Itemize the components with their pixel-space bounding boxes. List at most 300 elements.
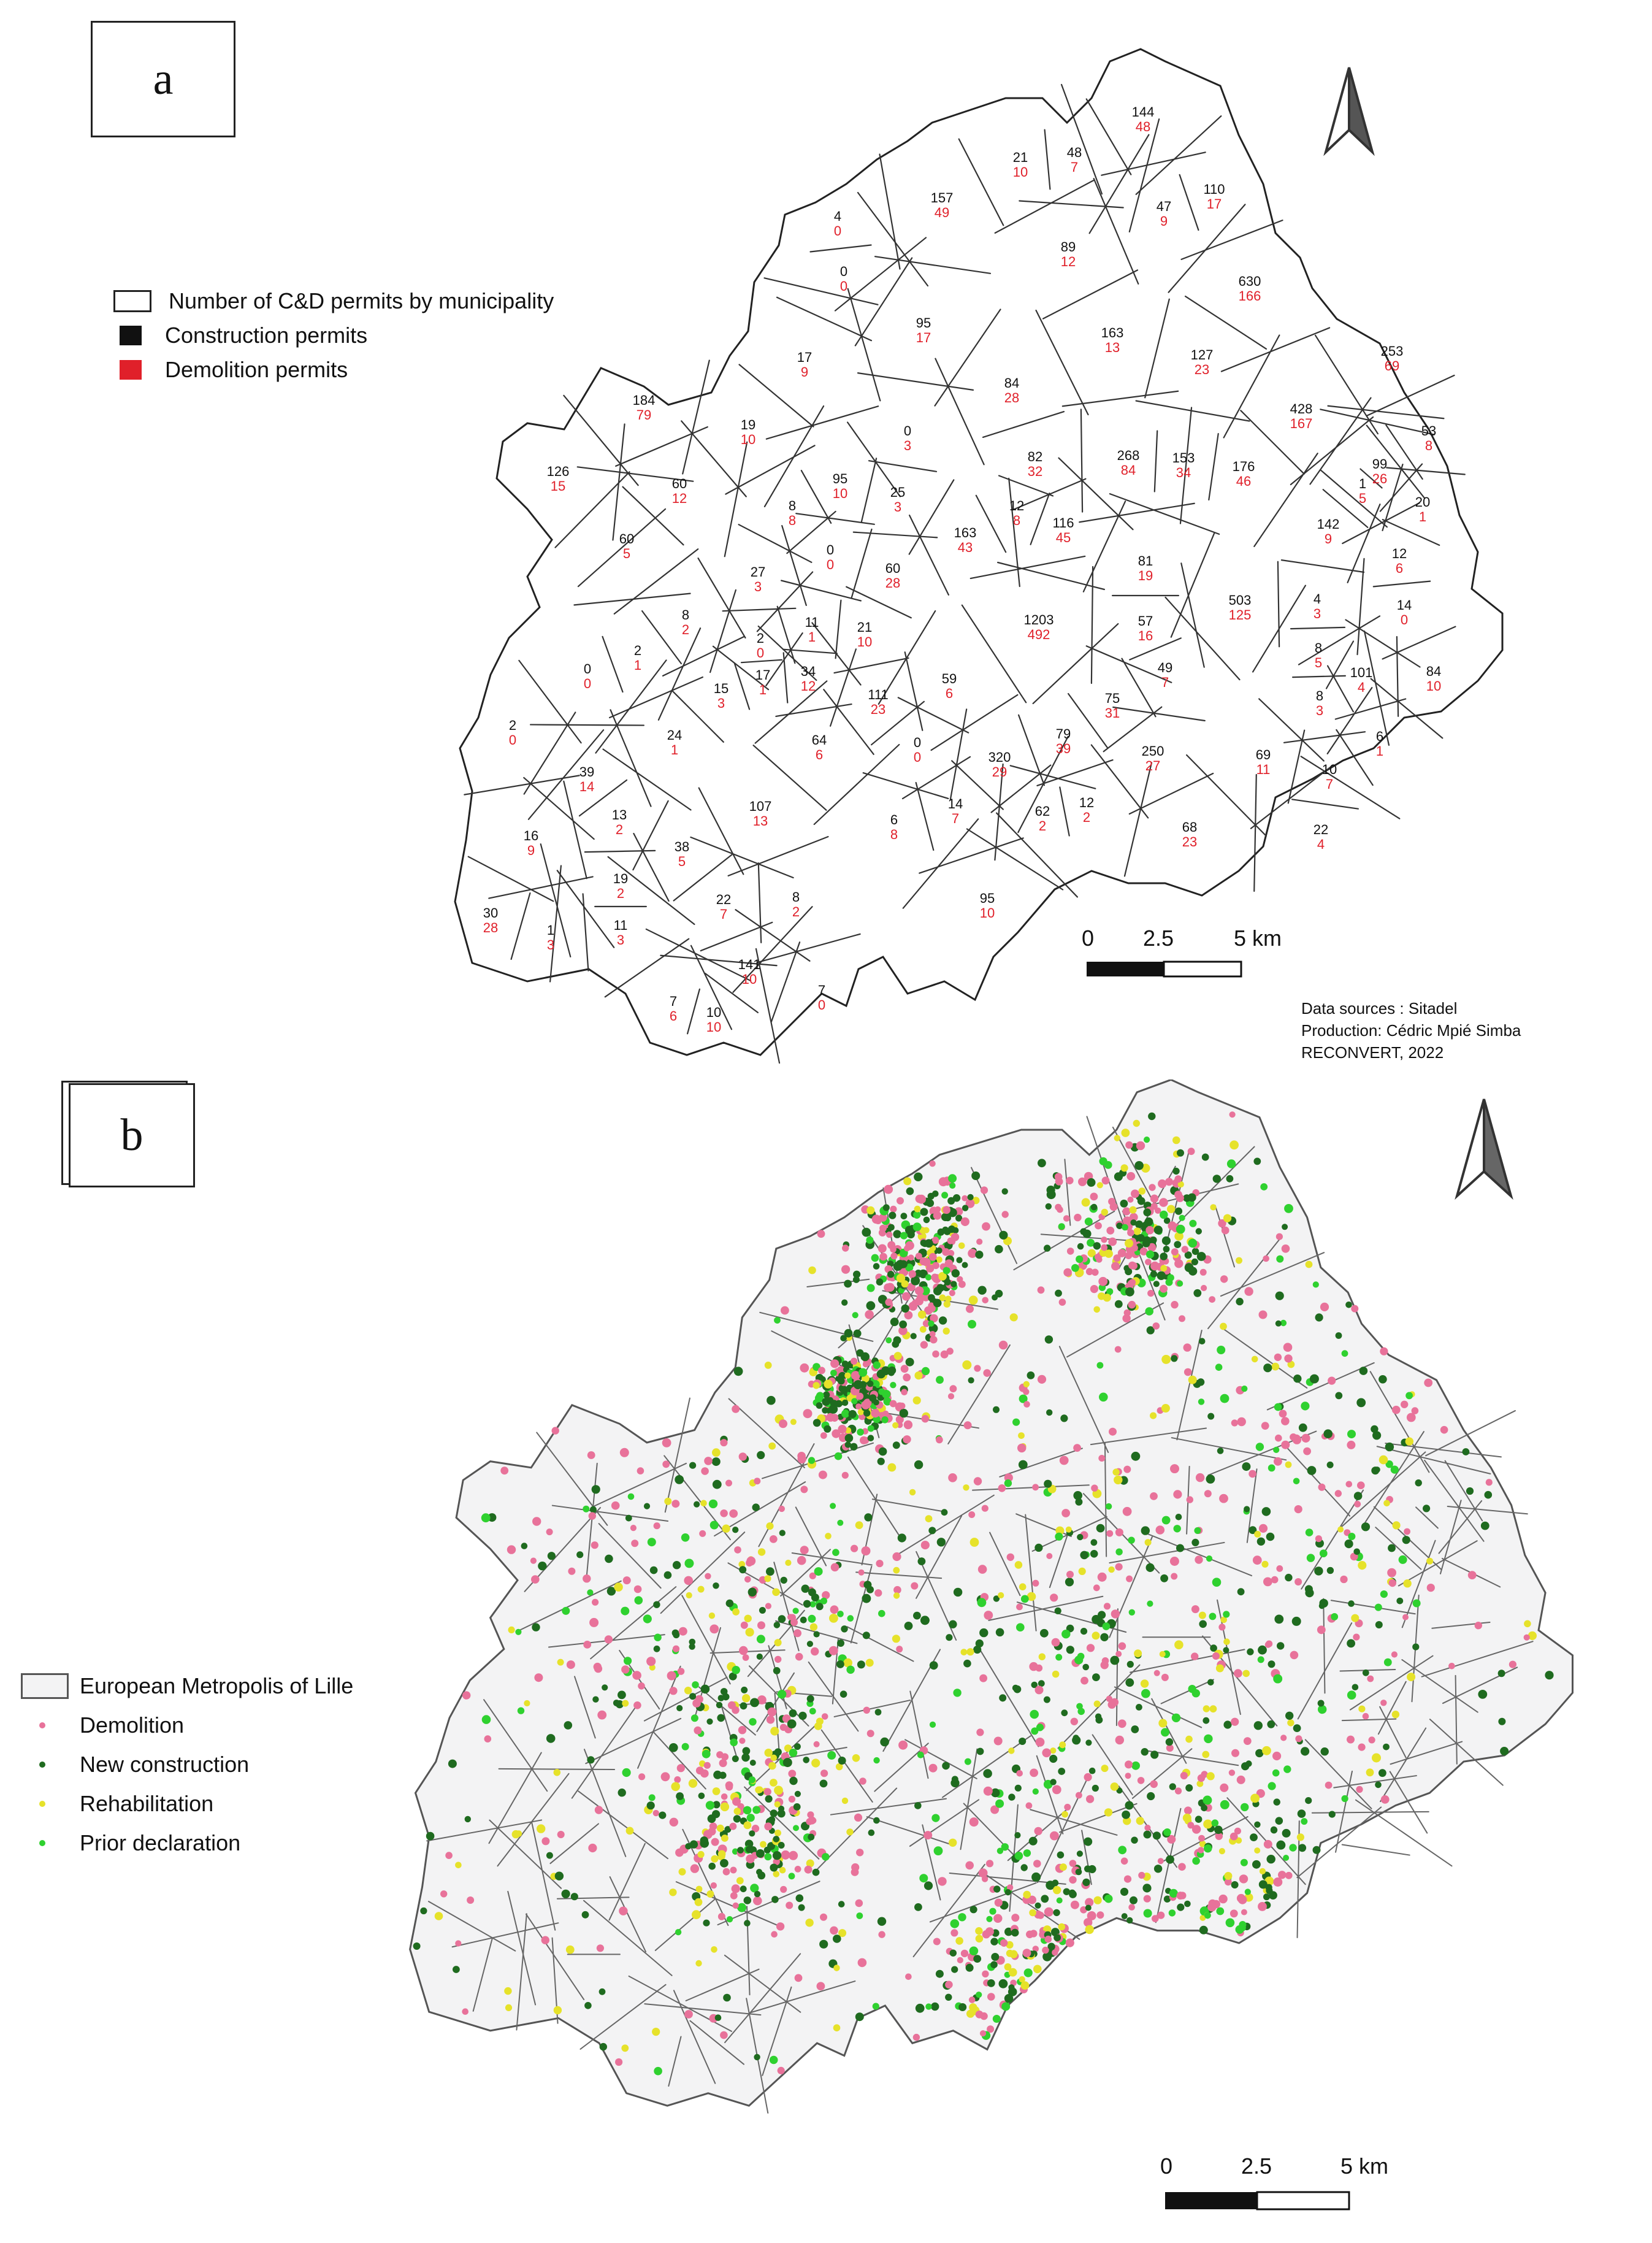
permit-point-prior_declaration (1413, 1600, 1421, 1608)
permit-point-prior_declaration (1061, 1630, 1070, 1638)
permit-point-demolition (774, 1656, 781, 1663)
permit-point-new_construction (899, 1321, 907, 1329)
permit-point-rehabilitation (1009, 1968, 1017, 1977)
permit-point-prior_declaration (808, 1457, 815, 1463)
permit-point-demolition (718, 1913, 725, 1920)
permit-point-prior_declaration (922, 1367, 930, 1375)
permit-point-demolition (982, 1930, 990, 1938)
permit-point-new_construction (1073, 1735, 1079, 1741)
permit-point-rehabilitation (969, 1295, 978, 1305)
permit-point-new_construction (1055, 1608, 1061, 1614)
north-arrow-icon (1326, 67, 1372, 152)
permit-point-prior_declaration (1174, 1525, 1181, 1532)
permit-point-demolition (1086, 1795, 1094, 1803)
permit-point-demolition (912, 1300, 919, 1306)
permit-point-demolition (1087, 1644, 1095, 1652)
permit-point-demolition (781, 1306, 789, 1315)
permit-point-demolition (720, 2031, 728, 2039)
permit-point-demolition (1230, 1833, 1238, 1841)
permit-point-prior_declaration (1128, 1537, 1134, 1544)
permit-point-new_construction (1481, 1522, 1489, 1530)
permit-point-demolition (1230, 1909, 1238, 1917)
permit-point-demolition (1279, 1410, 1287, 1418)
permit-point-prior_declaration (1217, 1346, 1225, 1354)
permit-point-new_construction (822, 1407, 828, 1413)
permit-point-prior_declaration (1021, 1595, 1029, 1603)
permit-point-demolition (1059, 1298, 1066, 1306)
permit-point-new_construction (1050, 1779, 1056, 1785)
permit-point-new_construction (426, 1832, 435, 1841)
permit-point-rehabilitation (512, 1830, 520, 1838)
construction-count: 57 (1138, 613, 1153, 629)
permit-point-demolition (1123, 1207, 1131, 1215)
permit-point-prior_declaration (859, 1368, 867, 1377)
permit-point-demolition (630, 1525, 637, 1531)
permit-point-new_construction (1021, 1864, 1028, 1871)
permit-point-demolition (1101, 1237, 1107, 1243)
permit-point-new_construction (1385, 1443, 1394, 1451)
permit-point-prior_declaration (1194, 1527, 1201, 1534)
permit-point-new_construction (987, 1979, 995, 1987)
permit-point-new_construction (1092, 1673, 1100, 1681)
municipality-label (547, 922, 554, 953)
permit-point-new_construction (1250, 1833, 1258, 1841)
permit-point-demolition (1178, 1863, 1186, 1871)
permit-point-new_construction (1014, 1832, 1020, 1838)
permit-point-demolition (1363, 1713, 1369, 1720)
construction-count: 184 (632, 393, 656, 408)
permit-point-new_construction (1052, 1880, 1058, 1887)
permit-point-rehabilitation (1392, 1711, 1399, 1718)
permit-point-demolition (859, 1570, 865, 1576)
permit-point-new_construction (1175, 1208, 1182, 1215)
permit-point-demolition (902, 1292, 911, 1301)
permit-point-prior_declaration (622, 1768, 631, 1777)
permit-point-new_construction (820, 1780, 828, 1788)
permit-point-new_construction (1131, 1725, 1139, 1733)
permit-point-rehabilitation (711, 1855, 718, 1863)
permit-point-demolition (1168, 1221, 1177, 1230)
permit-point-demolition (1220, 1784, 1228, 1792)
permit-point-prior_declaration (1226, 1919, 1235, 1928)
permit-point-demolition (589, 1618, 598, 1627)
permit-point-new_construction (1044, 1697, 1050, 1703)
municipality-label (706, 1005, 721, 1035)
permit-point-demolition (671, 1500, 679, 1508)
permit-point-demolition (820, 1914, 827, 1921)
scale-b-tick-2: 5 km (1340, 2153, 1389, 2179)
permit-point-rehabilitation (1082, 1198, 1090, 1206)
permit-point-new_construction (1131, 1452, 1141, 1461)
permit-point-demolition (1071, 1901, 1079, 1909)
permit-point-demolition (1320, 1303, 1329, 1311)
permit-point-new_construction (1045, 1335, 1053, 1343)
permit-point-demolition (1011, 1914, 1019, 1922)
permit-point-demolition (1125, 1141, 1133, 1149)
permit-point-new_construction (1347, 1639, 1355, 1648)
permit-point-new_construction (990, 1938, 998, 1945)
construction-count: 163 (1101, 325, 1124, 340)
permit-point-demolition (1357, 1481, 1365, 1489)
construction-count: 13 (611, 807, 627, 822)
permit-point-demolition (876, 1560, 884, 1567)
permit-point-prior_declaration (515, 1629, 521, 1635)
demolition-count: 8 (1424, 438, 1433, 453)
permit-point-rehabilitation (1114, 1135, 1120, 1141)
permit-point-demolition (961, 1950, 968, 1957)
demolition-count: 10 (741, 972, 757, 987)
permit-point-demolition (632, 1671, 641, 1680)
permit-point-demolition (1119, 1643, 1126, 1651)
permit-point-demolition (948, 1393, 954, 1399)
permit-point-demolition (1424, 1379, 1432, 1387)
permit-point-demolition (855, 1403, 862, 1409)
permit-point-new_construction (1169, 1783, 1176, 1790)
permit-point-demolition (1050, 1593, 1058, 1601)
permit-point-prior_declaration (1209, 1613, 1217, 1620)
municipality-label (827, 542, 834, 572)
demolition-count: 27 (1145, 758, 1161, 773)
permit-point-rehabilitation (1297, 1833, 1304, 1841)
permit-point-prior_declaration (730, 1739, 738, 1747)
permit-point-new_construction (1379, 1375, 1387, 1384)
permit-point-demolition (694, 1727, 702, 1735)
permit-point-demolition (730, 1823, 737, 1830)
permit-point-demolition (1046, 1553, 1052, 1559)
permit-point-demolition (1098, 1573, 1107, 1582)
permit-point-demolition (611, 1501, 620, 1510)
permit-point-new_construction (773, 1667, 781, 1674)
permit-point-new_construction (749, 1830, 755, 1836)
permit-point-new_construction (1154, 1865, 1162, 1873)
permit-point-demolition (546, 1528, 553, 1535)
permit-point-prior_declaration (709, 1500, 717, 1508)
panel-a (0, 0, 1652, 1079)
permit-point-rehabilitation (1134, 1227, 1141, 1235)
permit-point-rehabilitation (689, 1779, 697, 1788)
permit-point-new_construction (1177, 1149, 1184, 1157)
permit-point-rehabilitation (713, 1787, 721, 1795)
permit-point-prior_declaration (1203, 1796, 1212, 1805)
permit-point-demolition (1237, 1894, 1245, 1903)
permit-point-prior_declaration (1268, 1782, 1276, 1790)
permit-point-new_construction (1091, 1204, 1098, 1211)
permit-point-new_construction (939, 1316, 947, 1324)
permit-point-demolition (1161, 1674, 1169, 1681)
permit-point-new_construction (1412, 1644, 1419, 1651)
permit-point-demolition (592, 1599, 598, 1606)
permit-point-demolition (1052, 1949, 1058, 1955)
permit-point-rehabilitation (765, 1749, 773, 1757)
permit-point-demolition (594, 1665, 602, 1673)
construction-count: 630 (1238, 274, 1261, 289)
permit-point-rehabilitation (1079, 1568, 1086, 1575)
permit-point-prior_declaration (1293, 1478, 1300, 1485)
permit-point-rehabilitation (1111, 1782, 1119, 1791)
construction-count: 15 (713, 681, 729, 696)
permit-point-demolition (1138, 1777, 1145, 1784)
permit-point-new_construction (1012, 1685, 1019, 1692)
permit-point-demolition (897, 1197, 904, 1205)
permit-point-rehabilitation (1136, 1817, 1144, 1825)
permit-point-rehabilitation (626, 1827, 634, 1835)
permit-point-demolition (1380, 1700, 1386, 1706)
permit-point-prior_declaration (692, 1681, 699, 1689)
permit-point-rehabilitation (1337, 1527, 1344, 1533)
permit-point-rehabilitation (903, 1177, 911, 1185)
permit-point-demolition (1290, 1433, 1297, 1441)
scale-bar-b (1160, 2153, 1388, 2209)
permit-point-demolition (800, 1486, 808, 1493)
construction-count: 144 (1131, 104, 1155, 120)
permit-point-demolition (1174, 1259, 1183, 1268)
permit-point-rehabilitation (1130, 1206, 1137, 1214)
permit-point-demolition (929, 1160, 935, 1167)
construction-count: 11 (805, 615, 819, 630)
permit-point-new_construction (1371, 1467, 1379, 1474)
permit-point-prior_declaration (1106, 1503, 1112, 1509)
permit-point-demolition (820, 1769, 828, 1777)
permit-point-new_construction (1122, 1913, 1128, 1919)
scale-a-tick-1: 2.5 (1143, 926, 1174, 951)
permit-point-rehabilitation (721, 1803, 729, 1811)
permit-point-demolition (803, 1409, 813, 1418)
permit-point-new_construction (778, 1615, 786, 1623)
permit-point-demolition (819, 1471, 827, 1479)
demolition-count: 12 (671, 491, 687, 506)
construction-count: 60 (619, 531, 635, 546)
permit-point-rehabilitation (1085, 1925, 1094, 1934)
legend-b-demolition-label: Demolition (80, 1712, 185, 1738)
municipality-label (1138, 553, 1153, 583)
permit-point-rehabilitation (1285, 1462, 1292, 1468)
permit-point-new_construction (968, 1377, 974, 1383)
permit-point-new_construction (1353, 1549, 1360, 1555)
permit-point-demolition (1258, 1902, 1267, 1911)
permit-point-demolition (619, 1907, 627, 1915)
permit-point-new_construction (555, 1872, 564, 1881)
permit-point-demolition (1147, 1290, 1154, 1297)
permit-point-demolition (1098, 1277, 1107, 1286)
permit-point-new_construction (853, 1276, 860, 1283)
permit-point-prior_declaration (928, 1321, 934, 1327)
permit-point-new_construction (862, 1228, 871, 1237)
legend-b-new-construction-label: New construction (80, 1752, 250, 1777)
permit-point-prior_declaration (878, 1610, 885, 1617)
permit-point-demolition (789, 1851, 798, 1860)
municipality-boundary (1356, 1800, 1452, 1866)
municipality-label (840, 264, 847, 294)
permit-point-new_construction (1029, 1837, 1038, 1846)
permit-point-prior_declaration (1071, 1264, 1079, 1272)
permit-point-rehabilitation (963, 1484, 969, 1490)
demolition-count: 6 (1395, 561, 1404, 576)
permit-point-demolition (1273, 1877, 1282, 1887)
permit-point-demolition (1351, 1305, 1358, 1313)
construction-count: 268 (1117, 448, 1140, 463)
municipality-label (885, 561, 900, 591)
permit-point-rehabilitation (1058, 1923, 1066, 1931)
demolition-count: 125 (1228, 607, 1252, 623)
permit-point-prior_declaration (1097, 1362, 1104, 1369)
permit-point-rehabilitation (1242, 1670, 1250, 1677)
permit-point-new_construction (720, 1859, 728, 1868)
permit-point-new_construction (879, 1447, 887, 1456)
permit-point-new_construction (900, 1260, 908, 1268)
permit-point-demolition (786, 1902, 793, 1909)
permit-point-rehabilitation (1125, 1239, 1133, 1248)
permit-point-rehabilitation (1161, 1404, 1170, 1413)
permit-point-prior_declaration (1223, 1611, 1229, 1617)
permit-point-rehabilitation (1114, 1476, 1122, 1484)
permit-point-demolition (1063, 1268, 1072, 1277)
permit-point-demolition (588, 1844, 597, 1852)
permit-point-prior_declaration (1347, 1690, 1356, 1700)
demolition-count: 9 (1324, 531, 1333, 546)
permit-point-demolition (1265, 1641, 1271, 1647)
permit-point-new_construction (1244, 1506, 1250, 1512)
permit-point-rehabilitation (1261, 1561, 1268, 1568)
permit-point-demolition (1118, 1719, 1126, 1728)
permit-point-new_construction (801, 1585, 809, 1593)
permit-point-demolition (788, 1769, 796, 1777)
permit-point-new_construction (857, 1660, 865, 1668)
legend-a-demolition (113, 357, 348, 383)
permit-point-new_construction (1298, 1809, 1306, 1818)
permit-point-rehabilitation (435, 1912, 443, 1920)
permit-point-prior_declaration (1163, 1828, 1171, 1836)
permit-point-demolition (1171, 1301, 1178, 1308)
demolition-count: 4 (1317, 837, 1325, 852)
permit-point-prior_declaration (648, 1538, 656, 1546)
permit-point-demolition (1123, 1507, 1132, 1516)
permit-point-new_construction (868, 1435, 874, 1441)
permit-point-new_construction (1335, 1392, 1342, 1400)
permit-point-new_construction (1122, 1811, 1130, 1819)
permit-point-prior_declaration (691, 1714, 698, 1722)
permit-point-new_construction (448, 1760, 457, 1768)
permit-point-prior_declaration (1399, 1555, 1407, 1564)
permit-point-new_construction (807, 1695, 814, 1703)
construction-count: 4 (833, 209, 842, 224)
legend-a-outline-label: Number of C&D permits by municipality (169, 288, 554, 313)
permit-point-rehabilitation (943, 1328, 950, 1335)
demolition-count: 0 (817, 997, 826, 1013)
demolition-count: 0 (583, 676, 592, 691)
permit-point-new_construction (746, 1846, 752, 1853)
demolition-count: 8 (1012, 513, 1021, 528)
municipality-map-a (0, 0, 1652, 1079)
permit-point-new_construction (1191, 1259, 1198, 1265)
permit-point-demolition (789, 1796, 795, 1803)
permit-point-demolition (966, 1305, 974, 1313)
permit-point-demolition (1050, 1831, 1059, 1841)
permit-point-prior_declaration (562, 1607, 570, 1615)
permit-point-new_construction (892, 1341, 899, 1348)
permit-point-demolition (851, 1545, 858, 1552)
permit-point-prior_declaration (774, 1317, 781, 1324)
permit-point-demolition (1253, 1555, 1262, 1565)
permit-point-rehabilitation (1122, 1129, 1130, 1137)
permit-point-demolition (738, 1726, 746, 1734)
permit-point-new_construction (1150, 1271, 1157, 1278)
demolition-count: 48 (1135, 119, 1151, 134)
permit-point-demolition (1055, 1204, 1061, 1211)
permit-point-new_construction (1115, 1300, 1123, 1308)
permit-point-rehabilitation (692, 1910, 701, 1919)
permit-point-new_construction (1044, 1244, 1050, 1251)
permit-point-demolition (892, 1552, 901, 1561)
permit-point-new_construction (650, 1566, 658, 1574)
demolition-count: 28 (885, 575, 901, 591)
permit-point-prior_declaration (1220, 1394, 1229, 1403)
permit-point-new_construction (993, 1885, 1000, 1892)
permit-point-new_construction (689, 1462, 696, 1469)
permit-point-demolition (1126, 1576, 1133, 1582)
permit-point-rehabilitation (842, 1798, 848, 1804)
permit-point-new_construction (669, 1743, 678, 1752)
permit-point-rehabilitation (1023, 1381, 1030, 1387)
permit-point-new_construction (664, 1571, 672, 1579)
permit-point-prior_declaration (1145, 1307, 1153, 1316)
permit-point-demolition (890, 1206, 897, 1213)
permit-point-new_construction (991, 1953, 999, 1961)
permit-point-prior_declaration (1301, 1401, 1309, 1410)
permit-point-new_construction (1254, 1822, 1260, 1828)
permit-point-new_construction (548, 1552, 556, 1560)
demolition-count: 2 (681, 622, 690, 637)
permit-point-demolition (800, 1546, 809, 1554)
permit-point-demolition (1017, 1444, 1026, 1452)
permit-point-prior_declaration (968, 1320, 976, 1329)
permit-point-demolition (1381, 1795, 1390, 1804)
permit-point-demolition (1182, 1246, 1188, 1252)
permit-point-new_construction (562, 1890, 570, 1898)
permit-point-new_construction (1345, 1539, 1353, 1548)
demolition-count: 17 (916, 330, 931, 345)
metropolis-outline-b (410, 1079, 1573, 2106)
permit-point-demolition (541, 1837, 549, 1845)
construction-count: 12 (1079, 795, 1095, 810)
construction-count: 12 (1009, 498, 1025, 513)
permit-point-new_construction (1323, 1429, 1333, 1438)
permit-point-demolition (568, 1568, 575, 1575)
demolition-count: 9 (1160, 213, 1168, 229)
demolition-count: 9 (527, 843, 535, 858)
permit-point-new_construction (808, 1834, 814, 1841)
permit-point-prior_declaration (681, 1533, 690, 1542)
permit-point-new_construction (1305, 1797, 1312, 1804)
permit-point-demolition (776, 1922, 784, 1930)
permit-point-new_construction (837, 1639, 844, 1647)
construction-count: 68 (1182, 819, 1198, 835)
permit-point-demolition (974, 1365, 981, 1371)
permit-point-new_construction (1153, 1831, 1161, 1839)
permit-point-new_construction (1076, 1869, 1082, 1876)
permit-point-new_construction (845, 1441, 851, 1447)
scale-b-tick-0: 0 (1160, 2153, 1173, 2179)
permit-point-prior_declaration (867, 1284, 875, 1292)
permit-point-rehabilitation (1185, 1736, 1193, 1743)
permit-point-new_construction (1049, 1755, 1057, 1763)
permit-point-demolition (1198, 1847, 1204, 1853)
permit-point-new_construction (952, 1269, 960, 1277)
municipality-label (1004, 375, 1019, 405)
permit-point-new_construction (1163, 1246, 1170, 1252)
permit-point-demolition (1282, 1244, 1290, 1253)
permit-point-prior_declaration (1241, 1803, 1249, 1811)
permit-point-prior_declaration (835, 1452, 843, 1460)
